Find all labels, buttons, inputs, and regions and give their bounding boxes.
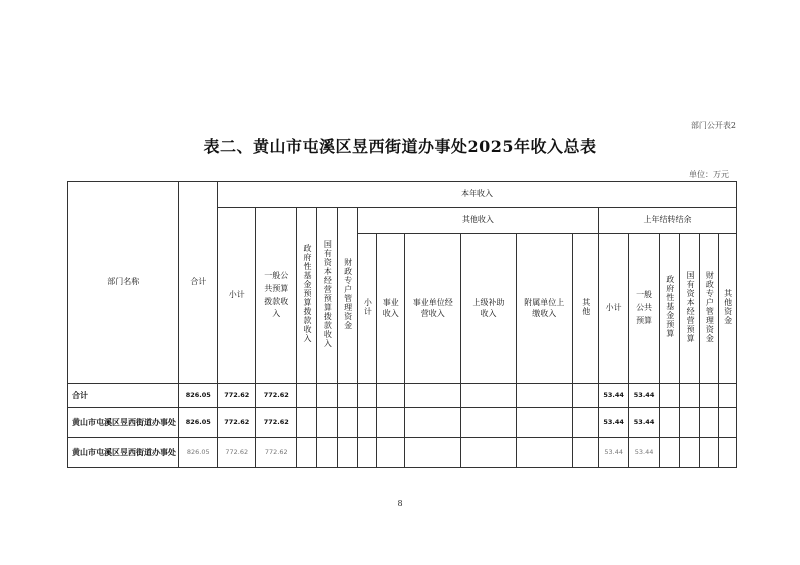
row-carry-general: 53.44 [629, 438, 659, 468]
row-general: 772.62 [256, 408, 297, 438]
header-fiscal-special: 财政专户管理资金 [337, 208, 357, 384]
table-row [68, 438, 737, 468]
header-current-income: 本年收入 [217, 182, 736, 208]
row-general: 772.62 [256, 438, 297, 468]
row-subtotal: 772.62 [217, 408, 256, 438]
row-general: 772.62 [256, 384, 297, 408]
row-subtotal: 772.62 [217, 438, 256, 468]
table-row [68, 384, 737, 408]
table-number-label: 部门公开表2 [690, 121, 736, 130]
header-carry-general: 一般公共预算 [629, 234, 659, 384]
header-carry-other: 其他资金 [718, 234, 736, 384]
row-carry-general: 53.44 [629, 384, 659, 408]
page-title: 表二、黄山市屯溪区昱西街道办事处2025年收入总表 [203, 137, 597, 156]
table-row [68, 408, 737, 438]
header-other: 其他 [572, 234, 598, 384]
header-general-budget: 一般公共预算拨款收入 [256, 208, 297, 384]
header-total: 合计 [179, 182, 218, 384]
row-total: 826.05 [179, 438, 218, 468]
row-total: 826.05 [179, 408, 218, 438]
header-other-subtotal: 小计 [357, 234, 376, 384]
row-total: 826.05 [179, 384, 218, 408]
header-superior-subsidy: 上级补助收入 [461, 234, 517, 384]
row-carry-subtotal: 53.44 [598, 384, 628, 408]
header-state-capital: 国有资本经营预算拨款收入 [317, 208, 337, 384]
row-subtotal: 772.62 [217, 384, 256, 408]
header-carry-fiscal: 财政专户管理资金 [700, 234, 718, 384]
row-name: 合计 [68, 384, 179, 408]
row-name: 黄山市屯溪区昱西街道办事处 [68, 408, 179, 438]
unit-label: 单位：万元 [689, 170, 729, 179]
row-name: 黄山市屯溪区昱西街道办事处 [68, 438, 179, 468]
row-carry-subtotal: 53.44 [598, 438, 628, 468]
header-subtotal: 小计 [217, 208, 256, 384]
header-subordinate-turnover: 附属单位上缴收入 [516, 234, 572, 384]
header-business-income: 事业收入 [377, 234, 405, 384]
page-number: 8 [397, 499, 403, 508]
header-unit-operation: 事业单位经营收入 [405, 234, 461, 384]
header-carry-state-capital: 国有资本经营预算 [680, 234, 700, 384]
income-summary-table [67, 181, 737, 468]
header-gov-fund: 政府性基金预算拨款收入 [297, 208, 317, 384]
row-carry-general: 53.44 [629, 408, 659, 438]
row-carry-subtotal: 53.44 [598, 408, 628, 438]
header-dept-name: 部门名称 [68, 182, 179, 384]
header-carry-subtotal: 小计 [598, 234, 628, 384]
header-other-income: 其他收入 [357, 208, 598, 234]
header-carry-gov-fund: 政府性基金预算 [659, 234, 679, 384]
header-carryover: 上年结转结余 [598, 208, 736, 234]
